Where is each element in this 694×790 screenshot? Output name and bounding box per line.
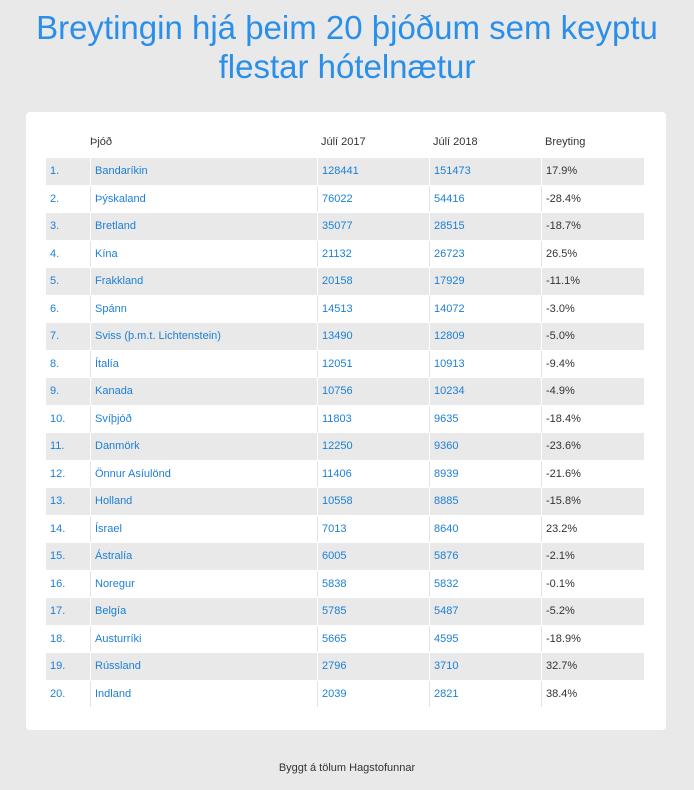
table-row — [46, 598, 644, 626]
july-2018-cell: 12809 — [429, 323, 541, 350]
july-2018-cell: 5487 — [429, 598, 541, 625]
july-2018-cell: 14072 — [429, 296, 541, 323]
july-2017-cell: 35077 — [317, 213, 429, 240]
july-2018-cell: 10913 — [429, 351, 541, 378]
country-cell: Holland — [90, 488, 317, 515]
table-row — [46, 433, 644, 461]
rank-cell: 20. — [50, 687, 66, 700]
july-2017-cell: 10558 — [317, 488, 429, 515]
country-cell: Önnur Asíulönd — [90, 461, 317, 488]
country-cell: Kína — [90, 241, 317, 268]
rank-cell: 18. — [50, 632, 66, 645]
rank-cell: 4. — [50, 247, 60, 260]
table-card — [26, 112, 666, 730]
rank-cell: 2. — [50, 192, 60, 205]
country-cell: Svíþjóð — [90, 406, 317, 433]
rank-cell: 11. — [50, 440, 65, 452]
change-cell: -18.4% — [541, 406, 644, 433]
july-2017-cell: 7013 — [317, 516, 429, 543]
country-cell: Danmörk — [90, 433, 317, 460]
rank-cell: 14. — [50, 522, 66, 535]
country-cell: Þýskaland — [90, 186, 317, 213]
change-cell: -2.1% — [541, 543, 644, 570]
country-cell: Belgía — [90, 598, 317, 625]
country-cell: Noregur — [90, 571, 317, 598]
change-cell: -0.1% — [541, 571, 644, 598]
july-2017-cell: 5665 — [317, 626, 429, 653]
july-2017-cell: 14513 — [317, 296, 429, 323]
table-row — [46, 461, 644, 489]
july-2018-cell: 4595 — [429, 626, 541, 653]
change-cell: -15.8% — [541, 488, 644, 515]
table-row — [46, 626, 644, 654]
header-change[interactable]: Breyting — [545, 136, 586, 148]
header-country[interactable]: Þjóð — [90, 136, 113, 148]
july-2017-cell: 6005 — [317, 543, 429, 570]
july-2017-cell: 11406 — [317, 461, 429, 488]
table-header — [26, 136, 666, 152]
rank-cell: 13. — [50, 495, 66, 507]
change-cell: -5.0% — [541, 323, 644, 350]
source-note: Byggt á tölum Hagstofunnar — [278, 762, 416, 774]
rank-cell: 16. — [50, 577, 66, 590]
country-cell: Sviss (þ.m.t. Lichtenstein) — [90, 323, 317, 350]
table-row — [46, 158, 644, 186]
country-cell: Ítalía — [90, 351, 317, 378]
july-2018-cell: 8939 — [429, 461, 541, 488]
table-row — [46, 268, 644, 296]
july-2018-cell: 8885 — [429, 488, 541, 515]
july-2018-cell: 8640 — [429, 516, 541, 543]
july-2018-cell: 28515 — [429, 213, 541, 240]
july-2018-cell: 26723 — [429, 241, 541, 268]
july-2017-cell: 20158 — [317, 268, 429, 295]
header-july-2017[interactable]: Júlí 2017 — [321, 136, 366, 148]
table-row — [46, 571, 644, 599]
table-row — [46, 653, 644, 681]
header-july-2018[interactable]: Júlí 2018 — [433, 136, 478, 148]
july-2018-cell: 9360 — [429, 433, 541, 460]
country-cell: Indland — [90, 681, 317, 708]
country-cell: Frakkland — [90, 268, 317, 295]
july-2017-cell: 5785 — [317, 598, 429, 625]
table-row — [46, 681, 644, 709]
rank-cell: 15. — [50, 550, 66, 562]
july-2018-cell: 10234 — [429, 378, 541, 405]
country-cell: Bandaríkin — [90, 158, 317, 185]
change-cell: 38.4% — [541, 681, 644, 708]
change-cell: -23.6% — [541, 433, 644, 460]
july-2018-cell: 151473 — [429, 158, 541, 185]
table-row — [46, 351, 644, 379]
table-body — [46, 158, 644, 708]
change-cell: -5.2% — [541, 598, 644, 625]
rank-cell: 7. — [50, 330, 60, 342]
july-2017-cell: 12051 — [317, 351, 429, 378]
change-cell: 17.9% — [541, 158, 644, 185]
july-2018-cell: 5832 — [429, 571, 541, 598]
july-2017-cell: 76022 — [317, 186, 429, 213]
july-2018-cell: 3710 — [429, 653, 541, 680]
table-row — [46, 543, 644, 571]
july-2017-cell: 21132 — [317, 241, 429, 268]
july-2017-cell: 12250 — [317, 433, 429, 460]
july-2017-cell: 2039 — [317, 681, 429, 708]
change-cell: 23.2% — [541, 516, 644, 543]
july-2017-cell: 11803 — [317, 406, 429, 433]
table-row — [46, 186, 644, 214]
rank-cell: 10. — [50, 412, 66, 425]
rank-cell: 3. — [50, 220, 60, 232]
july-2018-cell: 17929 — [429, 268, 541, 295]
country-cell: Bretland — [90, 213, 317, 240]
rank-cell: 17. — [50, 605, 66, 617]
change-cell: -18.7% — [541, 213, 644, 240]
change-cell: -11.1% — [541, 268, 644, 295]
country-cell: Rússland — [90, 653, 317, 680]
table-row — [46, 241, 644, 269]
change-cell: -28.4% — [541, 186, 644, 213]
change-cell: -4.9% — [541, 378, 644, 405]
country-cell: Spánn — [90, 296, 317, 323]
country-cell: Austurríki — [90, 626, 317, 653]
july-2017-cell: 128441 — [317, 158, 429, 185]
change-cell: -18.9% — [541, 626, 644, 653]
table-row — [46, 213, 644, 241]
page-title: Breytingin hjá þeim 20 þjóðum sem keyptu flestar hótelnætur — [36, 9, 658, 85]
table-row — [46, 323, 644, 351]
rank-cell: 8. — [50, 357, 60, 370]
change-cell: -9.4% — [541, 351, 644, 378]
table-row — [46, 406, 644, 434]
country-cell: Ástralía — [90, 543, 317, 570]
july-2017-cell: 5838 — [317, 571, 429, 598]
july-2017-cell: 10756 — [317, 378, 429, 405]
july-2018-cell: 2821 — [429, 681, 541, 708]
table-row — [46, 516, 644, 544]
rank-cell: 9. — [50, 385, 60, 397]
country-cell: Ísrael — [90, 516, 317, 543]
table-row — [46, 488, 644, 516]
july-2017-cell: 13490 — [317, 323, 429, 350]
july-2018-cell: 54416 — [429, 186, 541, 213]
rank-cell: 1. — [50, 165, 60, 177]
july-2018-cell: 5876 — [429, 543, 541, 570]
change-cell: -3.0% — [541, 296, 644, 323]
rank-cell: 12. — [50, 467, 66, 480]
country-cell: Kanada — [90, 378, 317, 405]
change-cell: -21.6% — [541, 461, 644, 488]
change-cell: 26.5% — [541, 241, 644, 268]
table-row — [46, 296, 644, 324]
rank-cell: 5. — [50, 275, 60, 287]
rank-cell: 19. — [50, 660, 66, 672]
change-cell: 32.7% — [541, 653, 644, 680]
july-2018-cell: 9635 — [429, 406, 541, 433]
july-2017-cell: 2796 — [317, 653, 429, 680]
table-row — [46, 378, 644, 406]
rank-cell: 6. — [50, 302, 60, 315]
